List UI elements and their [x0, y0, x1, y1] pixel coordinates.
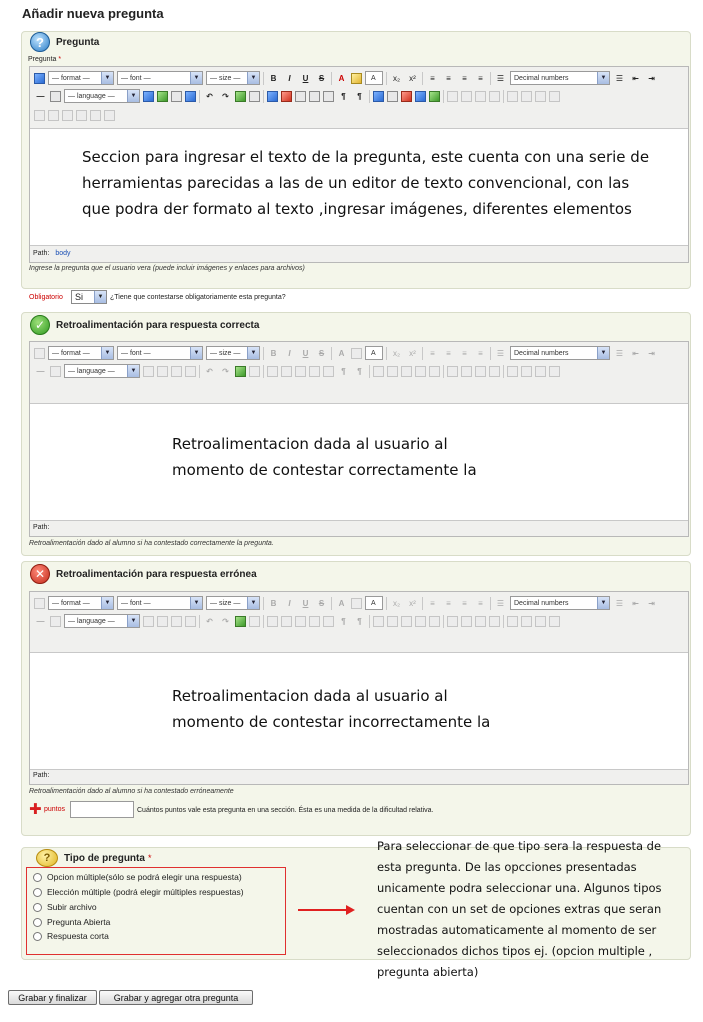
question-editor — [29, 66, 689, 263]
radio-button[interactable] — [33, 903, 42, 912]
row-delete-icon[interactable] — [475, 616, 486, 627]
required-star-icon: * — [56, 56, 62, 63]
cell-merge-icon[interactable] — [535, 91, 546, 102]
cell-props-icon[interactable] — [549, 91, 560, 102]
format-select[interactable]: — format — ▼ — [48, 596, 114, 610]
table-icon[interactable] — [185, 91, 196, 102]
col-insert-icon[interactable] — [489, 616, 500, 627]
question-type-option[interactable]: Pregunta Abierta — [33, 917, 110, 927]
col-delete-icon[interactable] — [507, 366, 518, 377]
emoticon-icon[interactable] — [429, 91, 440, 102]
correct-feedback-title: Retroalimentación para respuesta correcta — [56, 319, 260, 331]
print-icon[interactable] — [249, 366, 260, 377]
error-icon: ✕ — [30, 564, 50, 584]
points-help-text: Cuántos puntos vale esta pregunta en una sección. Ésta es una medida de la dificultad relativa. — [137, 807, 434, 814]
required-label: Obligatorio — [29, 294, 63, 301]
undo-icon[interactable]: ↶ — [206, 91, 213, 101]
justify-icon[interactable]: ≡ — [478, 73, 483, 83]
editor-toolbar-row-2 — [34, 363, 560, 379]
strikethrough-button[interactable]: S — [318, 598, 325, 608]
justify-icon[interactable]: ≡ — [478, 598, 483, 608]
language-select[interactable]: — language — ▼ — [64, 364, 140, 378]
ltr-icon[interactable]: ¶ — [341, 91, 346, 101]
required-select[interactable]: Si ▼ — [71, 290, 107, 304]
font-size-box[interactable]: A — [365, 596, 383, 610]
italic-button[interactable]: I — [288, 598, 291, 608]
font-size-box[interactable]: A — [365, 71, 383, 85]
toggle-html-icon[interactable] — [34, 598, 45, 609]
paste-word-icon[interactable] — [373, 616, 384, 627]
underline-button[interactable]: U — [302, 73, 309, 83]
cell-props-icon[interactable] — [549, 616, 560, 627]
question-section-header — [30, 32, 99, 52]
image-icon[interactable] — [157, 366, 168, 377]
emoticon-icon[interactable] — [429, 616, 440, 627]
moodle-icon[interactable] — [401, 366, 412, 377]
outdent-icon[interactable]: ⇤ — [632, 598, 639, 608]
check-icon: ✓ — [30, 315, 50, 335]
row-insert-icon[interactable] — [461, 91, 472, 102]
plus-icon: ✚ — [29, 801, 42, 818]
cleanup-word-icon[interactable] — [387, 91, 398, 102]
subscript-button[interactable]: x₂ — [392, 348, 401, 358]
wrong-feedback-path-bar: Path: — [33, 772, 50, 779]
wrong-feedback-title: Retroalimentación para respuesta errónea — [56, 568, 257, 580]
text-color-icon[interactable]: A — [338, 73, 345, 83]
cell-props-icon[interactable] — [549, 366, 560, 377]
question-type-option[interactable]: Respuesta corta — [33, 931, 109, 941]
indent-icon[interactable]: ⇥ — [648, 598, 655, 608]
unordered-list-icon[interactable]: ☰ — [615, 73, 624, 83]
text-color-icon[interactable]: A — [338, 348, 345, 358]
ordered-list-icon[interactable]: ☰ — [496, 348, 505, 358]
redo-icon[interactable]: ↷ — [222, 91, 229, 101]
question-path-bar: Path: body — [33, 250, 71, 257]
indent-icon[interactable]: ⇥ — [648, 73, 655, 83]
size-select[interactable]: — size — ▼ — [206, 596, 260, 610]
ordered-list-icon[interactable]: ☰ — [496, 73, 505, 83]
help-icon[interactable] — [50, 366, 61, 377]
background-color-icon[interactable] — [351, 348, 362, 359]
anchor-icon[interactable] — [295, 366, 306, 377]
question-type-options — [26, 867, 286, 955]
blockquote-icon[interactable] — [323, 366, 334, 377]
subscript-button[interactable]: x₂ — [392, 598, 401, 608]
spellcheck-icon[interactable] — [143, 366, 154, 377]
ltr-icon[interactable]: ¶ — [341, 366, 346, 376]
unordered-list-icon[interactable]: ☰ — [615, 348, 624, 358]
indent-icon[interactable]: ⇥ — [648, 348, 655, 358]
italic-button[interactable]: I — [288, 73, 291, 83]
emoticon-icon[interactable] — [429, 366, 440, 377]
list-style-select[interactable]: Decimal numbers ▼ — [510, 346, 610, 360]
link-icon[interactable] — [267, 91, 278, 102]
editor-toolbar-row-2 — [34, 88, 560, 104]
align-center-icon[interactable]: ≡ — [446, 348, 451, 358]
table-icon[interactable] — [185, 616, 196, 627]
list-style-select[interactable]: Decimal numbers ▼ — [510, 71, 610, 85]
text-color-icon[interactable]: A — [338, 598, 345, 608]
row-delete-icon[interactable] — [475, 91, 486, 102]
align-right-icon[interactable]: ≡ — [462, 598, 467, 608]
redo-icon[interactable]: ↷ — [222, 616, 229, 626]
unlink-icon[interactable] — [281, 91, 292, 102]
link-icon[interactable] — [267, 616, 278, 627]
info-icon[interactable] — [415, 366, 426, 377]
row-insert-icon[interactable] — [461, 616, 472, 627]
font-size-box[interactable]: A — [365, 346, 383, 360]
bold-button[interactable]: B — [270, 598, 277, 608]
info-icon[interactable] — [415, 616, 426, 627]
col-insert-icon[interactable] — [489, 91, 500, 102]
bold-button[interactable]: B — [270, 348, 277, 358]
radio-button[interactable] — [33, 888, 42, 897]
italic-button[interactable]: I — [288, 348, 291, 358]
undo-icon[interactable]: ↶ — [206, 366, 213, 376]
question-type-icon: ? — [36, 849, 58, 867]
media-icon[interactable] — [171, 91, 182, 102]
info-icon[interactable] — [415, 91, 426, 102]
format-select[interactable]: — format — ▼ — [48, 346, 114, 360]
horizontal-rule-icon[interactable]: — — [36, 366, 45, 376]
outdent-icon[interactable]: ⇤ — [632, 73, 639, 83]
save-add-button[interactable]: Grabar y agregar otra pregunta — [99, 990, 253, 1005]
unordered-list-icon[interactable]: ☰ — [615, 598, 624, 608]
insert-table-icon[interactable] — [235, 616, 246, 627]
align-center-icon[interactable]: ≡ — [446, 598, 451, 608]
spellcheck-icon[interactable] — [143, 91, 154, 102]
justify-icon[interactable]: ≡ — [478, 348, 483, 358]
align-right-icon[interactable]: ≡ — [462, 348, 467, 358]
print-icon[interactable] — [249, 616, 260, 627]
radio-button[interactable] — [33, 932, 42, 941]
underline-button[interactable]: U — [302, 598, 309, 608]
editor-toolbar-row-3 — [34, 107, 115, 123]
insert-table-icon[interactable] — [235, 91, 246, 102]
question-text-line: que podra der formato al texto ,ingresar imágenes, diferentes elementos — [82, 200, 632, 218]
question-type-option[interactable]: Opcion múltiple(sólo se podrá elegir una respuesta) — [33, 872, 242, 882]
path-body-link[interactable]: body — [55, 250, 71, 257]
question-type-option[interactable]: Elección múltiple (podrá elegir múltiples respuestas) — [33, 887, 244, 897]
blockquote-icon[interactable] — [323, 91, 334, 102]
col-insert-icon[interactable] — [489, 366, 500, 377]
editor-toolbar-row-1 — [34, 70, 658, 86]
toggle-html-icon[interactable] — [34, 348, 45, 359]
cleanup-icon[interactable] — [309, 366, 320, 377]
question-help-text: Ingrese la pregunta que el usuario vera (puede incluir imágenes y enlaces para archivos) — [29, 265, 305, 272]
col-delete-icon[interactable] — [507, 616, 518, 627]
background-color-icon[interactable] — [351, 73, 362, 84]
help-icon[interactable] — [50, 616, 61, 627]
row-split-icon[interactable] — [48, 110, 59, 121]
cell-split-icon[interactable] — [521, 91, 532, 102]
size-select[interactable]: — size — ▼ — [206, 71, 260, 85]
points-input[interactable] — [70, 801, 134, 818]
moodle-icon[interactable] — [401, 91, 412, 102]
help-icon[interactable] — [50, 91, 61, 102]
outdent-icon[interactable]: ⇤ — [632, 348, 639, 358]
table-props-icon[interactable] — [447, 366, 458, 377]
ltr-icon[interactable]: ¶ — [341, 616, 346, 626]
image-icon[interactable] — [157, 91, 168, 102]
rtl-icon[interactable]: ¶ — [357, 616, 362, 626]
wrong-feedback-text-line: momento de contestar incorrectamente la — [172, 713, 491, 731]
horizontal-rule-icon[interactable]: — — [36, 616, 45, 626]
wrong-feedback-editor — [29, 591, 689, 785]
underline-button[interactable]: U — [302, 348, 309, 358]
fullscreen-icon[interactable] — [104, 110, 115, 121]
rtl-icon[interactable]: ¶ — [357, 91, 362, 101]
bold-button[interactable]: B — [270, 73, 277, 83]
correct-feedback-path-bar: Path: — [33, 524, 50, 531]
correct-feedback-text-line: Retroalimentacion dada al usuario al — [172, 435, 448, 453]
question-section-title: Pregunta — [56, 36, 100, 48]
superscript-button[interactable]: x² — [409, 73, 416, 83]
correct-feedback-header — [30, 315, 259, 335]
editor-toolbar-row-1 — [34, 345, 658, 361]
radio-button[interactable] — [33, 918, 42, 927]
strikethrough-button[interactable]: S — [318, 73, 325, 83]
row-insert-icon[interactable] — [461, 366, 472, 377]
media-icon[interactable] — [171, 366, 182, 377]
table-props-icon[interactable] — [447, 616, 458, 627]
correct-feedback-edit-area[interactable] — [30, 403, 688, 521]
background-color-icon[interactable] — [351, 598, 362, 609]
save-finish-button[interactable]: Grabar y finalizar — [8, 990, 97, 1005]
size-select[interactable]: — size — ▼ — [206, 346, 260, 360]
cleanup-word-icon[interactable] — [387, 366, 398, 377]
question-text-line: herramientas parecidas a las de un editor de texto convencional, con las — [82, 174, 630, 192]
wrong-feedback-header — [30, 564, 257, 584]
wrong-feedback-edit-area[interactable] — [30, 652, 688, 770]
font-select[interactable]: — font — ▼ — [117, 346, 203, 360]
font-select[interactable]: — font — ▼ — [117, 596, 203, 610]
correct-feedback-editor — [29, 341, 689, 537]
annotation-arrow-head-icon — [346, 905, 355, 915]
strikethrough-button[interactable]: S — [318, 348, 325, 358]
question-edit-area[interactable] — [30, 128, 688, 246]
unlink-icon[interactable] — [281, 366, 292, 377]
cell-merge-icon[interactable] — [535, 366, 546, 377]
editor-toolbar-row-1 — [34, 595, 658, 611]
align-right-icon[interactable]: ≡ — [462, 73, 467, 83]
question-type-title: Tipo de pregunta — [64, 852, 145, 864]
spellcheck-icon[interactable] — [143, 616, 154, 627]
print-icon[interactable] — [249, 91, 260, 102]
media-icon[interactable] — [171, 616, 182, 627]
cleanup-word-icon[interactable] — [387, 616, 398, 627]
page-title: Añadir nueva pregunta — [22, 6, 164, 21]
moodle-icon[interactable] — [401, 616, 412, 627]
paste-word-icon[interactable] — [373, 366, 384, 377]
undo-icon[interactable]: ↶ — [206, 616, 213, 626]
required-star-icon: * — [147, 853, 152, 863]
radio-button[interactable] — [33, 873, 42, 882]
cell-split-icon[interactable] — [521, 616, 532, 627]
paste-word-icon[interactable] — [373, 91, 384, 102]
align-left-icon[interactable]: ≡ — [430, 73, 435, 83]
chevron-down-icon: ▼ — [94, 291, 106, 303]
wrong-feedback-help-text: Retroalimentación dado al alumno si ha contestado erróneamente — [29, 788, 234, 795]
cell-merge-icon[interactable] — [535, 616, 546, 627]
row-merge-icon[interactable] — [62, 110, 73, 121]
link-icon[interactable] — [267, 366, 278, 377]
table-icon[interactable] — [185, 366, 196, 377]
correct-feedback-text-line: momento de contestar correctamente la — [172, 461, 477, 479]
horizontal-rule-icon[interactable]: — — [36, 91, 45, 101]
superscript-button[interactable]: x² — [409, 348, 416, 358]
table-props-icon[interactable] — [447, 91, 458, 102]
unlink-icon[interactable] — [281, 616, 292, 627]
language-select[interactable]: — language — ▼ — [64, 614, 140, 628]
table-delete-icon[interactable] — [90, 110, 101, 121]
image-icon[interactable] — [157, 616, 168, 627]
question-text-line: Seccion para ingresar el texto de la pregunta, este cuenta con una serie de — [82, 148, 650, 166]
anchor-icon[interactable] — [295, 91, 306, 102]
question-bubble-icon: ? — [30, 32, 50, 52]
row-props-icon[interactable] — [34, 110, 45, 121]
editor-toolbar-row-2 — [34, 613, 560, 629]
subscript-button[interactable]: x₂ — [392, 73, 401, 83]
language-select[interactable]: — language — ▼ — [64, 89, 140, 103]
question-field-label: Pregunta * — [28, 56, 62, 63]
cleanup-icon[interactable] — [309, 91, 320, 102]
insert-table-icon[interactable] — [235, 366, 246, 377]
annotation-arrow-icon — [298, 909, 348, 911]
toggle-html-icon[interactable] — [34, 73, 45, 84]
col-delete-icon[interactable] — [507, 91, 518, 102]
annotation-note: Para seleccionar de que tipo sera la respuesta de esta pregunta. De las opcciones presentadas unicamente podra seleccionar una. Algunos tipos cuentan con un set de opciones extras que seran mostradas automaticamente al momento de ser seleccionados dichos tipos ej. (opcion multiple , pregunta abierta) — [377, 839, 662, 979]
wrong-feedback-text-line: Retroalimentacion dada al usuario al — [172, 687, 448, 705]
superscript-button[interactable]: x² — [409, 598, 416, 608]
blockquote-icon[interactable] — [323, 616, 334, 627]
rtl-icon[interactable]: ¶ — [357, 366, 362, 376]
align-left-icon[interactable]: ≡ — [430, 348, 435, 358]
question-type-header — [36, 848, 151, 868]
col-split-icon[interactable] — [76, 110, 87, 121]
redo-icon[interactable]: ↷ — [222, 366, 229, 376]
align-center-icon[interactable]: ≡ — [446, 73, 451, 83]
points-label: puntos — [44, 806, 66, 813]
question-type-option[interactable]: Subir archivo — [33, 902, 97, 912]
required-question-text: ¿Tiene que contestarse obligatoriamente esta pregunta? — [110, 294, 286, 301]
cleanup-icon[interactable] — [309, 616, 320, 627]
row-delete-icon[interactable] — [475, 366, 486, 377]
align-left-icon[interactable]: ≡ — [430, 598, 435, 608]
format-select[interactable]: — format — ▼ — [48, 71, 114, 85]
list-style-select[interactable]: Decimal numbers ▼ — [510, 596, 610, 610]
cell-split-icon[interactable] — [521, 366, 532, 377]
font-select[interactable]: — font — ▼ — [117, 71, 203, 85]
ordered-list-icon[interactable]: ☰ — [496, 598, 505, 608]
correct-feedback-help-text: Retroalimentación dado al alumno si ha contestado correctamente la pregunta. — [29, 540, 274, 547]
anchor-icon[interactable] — [295, 616, 306, 627]
